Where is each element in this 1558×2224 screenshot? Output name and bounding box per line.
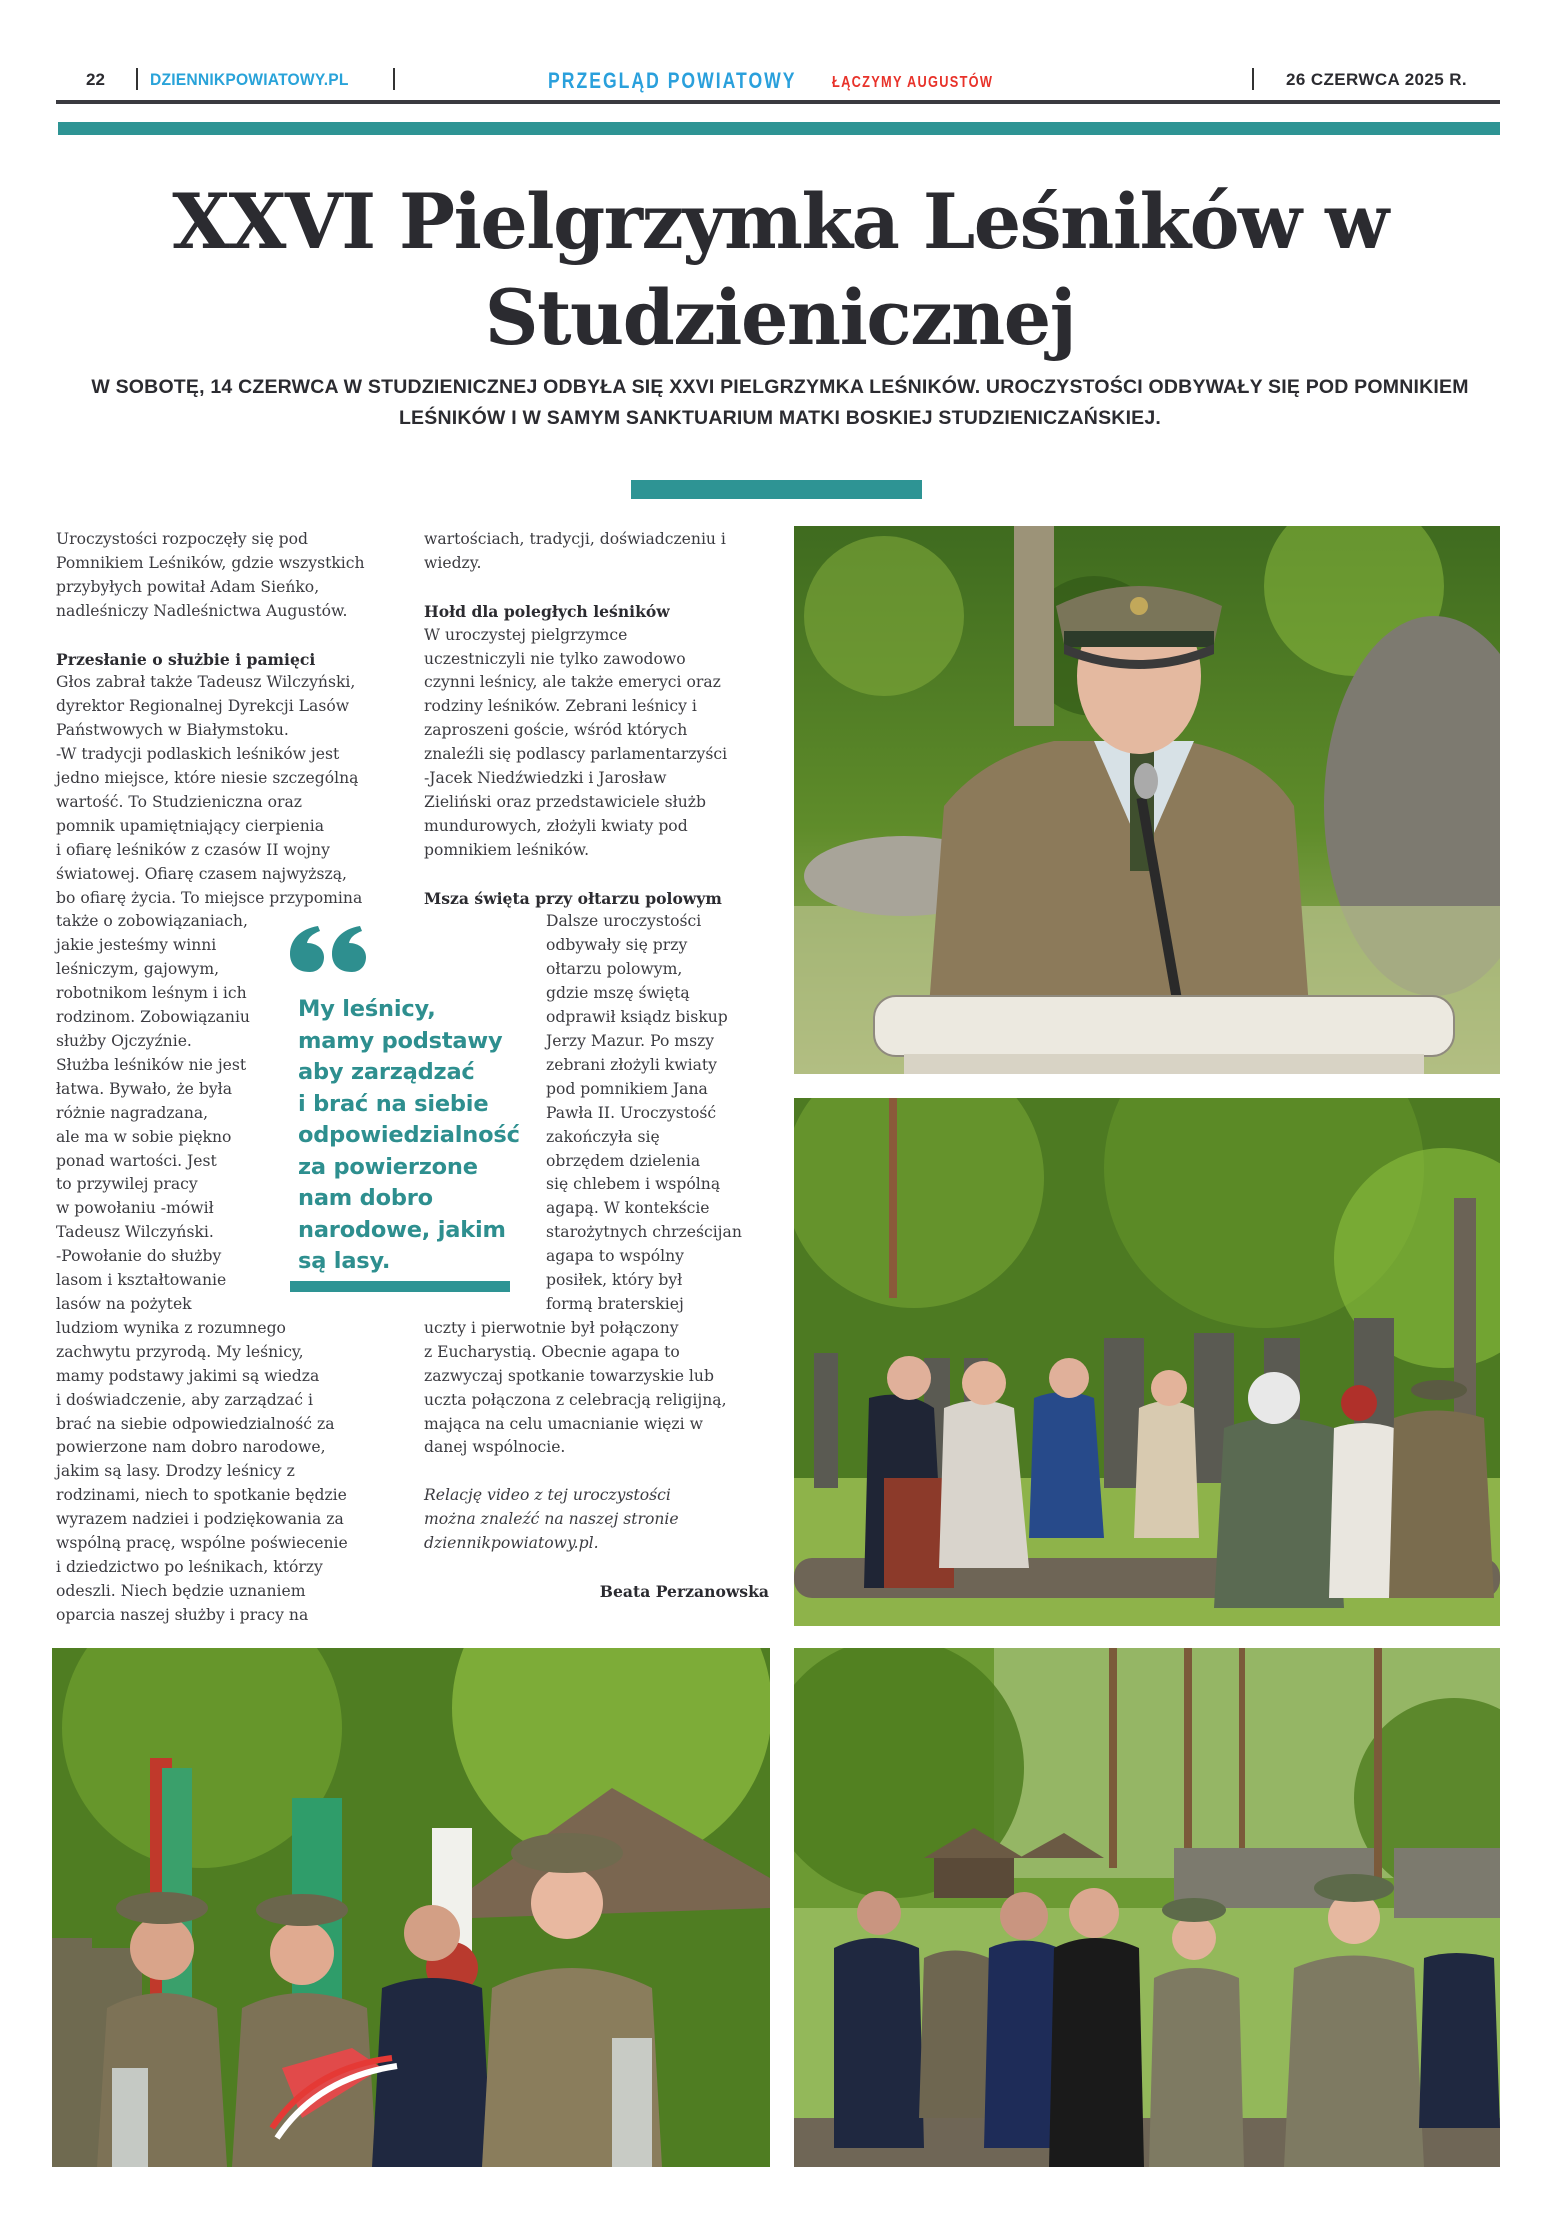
text-line: odbywały się przy <box>546 936 688 955</box>
text-line: to przywilej pracy <box>56 1175 198 1194</box>
lede-line-2: LEŚNIKÓW I W SAMYM SANKTUARIUM MATKI BOSKIEJ STUDZIENICZAŃSKIEJ. <box>398 407 1162 429</box>
pull-quote-line: i brać na siebie <box>298 1090 489 1117</box>
text-line: Dalsze uroczystości <box>546 912 702 931</box>
text-line: zachwytu przyrodą. My leśnicy, <box>56 1342 304 1361</box>
text-line: posiłek, który był <box>546 1271 683 1290</box>
text-line: w powołaniu -mówił <box>56 1199 214 1218</box>
text-line: jakim są lasy. Drodzy leśnicy z <box>56 1462 295 1481</box>
text-line: zaproszeni goście, wśród których <box>424 721 688 740</box>
text-line: wspólną pracę, wspólne poświecenie <box>56 1534 348 1553</box>
text-line: pomnikiem leśników. <box>424 840 590 859</box>
text-line: i doświadczenie, aby zarządzać i <box>56 1390 313 1409</box>
text-line: lasów na pożytek <box>56 1294 192 1313</box>
text-line: Pomnikiem Leśników, gdzie wszystkich <box>56 553 365 572</box>
text-line: zakończyła się <box>546 1127 660 1146</box>
text-line: formą braterskiej <box>546 1294 684 1313</box>
subheading: Przesłanie o służbie i pamięci <box>56 649 316 669</box>
text-line: i ofiarę leśników z czasów II wojny <box>56 840 330 859</box>
text-line: mamy podstawy jakimi są wiedza <box>56 1366 320 1385</box>
text-line: oparcia naszej służby i pracy na <box>56 1605 309 1624</box>
text-line: gdzie mszę świętą <box>546 984 690 1003</box>
text-line: Zieliński oraz przedstawiciele służb <box>424 792 706 811</box>
text-line: Głos zabrał także Tadeusz Wilczyński, <box>56 673 356 692</box>
pull-quote-line: są lasy. <box>298 1248 391 1274</box>
text-line: agapą. W kontekście <box>546 1199 710 1218</box>
text-line: służby Ojczyźnie. <box>56 1032 192 1051</box>
header-separator <box>1252 68 1254 90</box>
text-line: jedno miejsce, które niesie szczególną <box>56 769 359 788</box>
text-line: zazwyczaj spotkanie towarzyskie lub <box>424 1366 714 1385</box>
text-line: W uroczystej pielgrzymce <box>424 625 628 644</box>
text-line: ołtarzu polowym, <box>546 960 683 979</box>
text-line: przybyłych powitał Adam Sieńko, <box>56 577 320 596</box>
text-line: powierzone nam dobro narodowe, <box>56 1438 326 1457</box>
text-line: Państwowych w Białymstoku. <box>56 721 289 740</box>
text-line: nadleśniczy Nadleśnictwa Augustów. <box>56 601 348 620</box>
header-accent-band <box>58 122 1500 135</box>
text-line: robotnikom leśnym i ich <box>56 984 247 1003</box>
text-line: ludziom wynika z rozumnego <box>56 1318 286 1337</box>
text-line: wiedzy. <box>424 553 482 572</box>
text-line: -Jacek Niedźwiedzki i Jarosław <box>424 769 667 788</box>
text-line: ponad wartości. Jest <box>56 1151 217 1170</box>
text-line: wartość. To Studzieniczna oraz <box>56 792 302 811</box>
text-line: uczty i pierwotnie był połączony <box>424 1318 679 1337</box>
text-line: i dziedzictwo po leśnikach, którzy <box>56 1557 323 1576</box>
photo-speaker <box>794 526 1500 1074</box>
text-line: wyrazem nadziei i podziękowania za <box>56 1510 344 1529</box>
photo-mass <box>794 1648 1500 2167</box>
pull-quote-line: mamy podstawy <box>298 1027 503 1054</box>
text-line: pomnik upamiętniający cierpienia <box>56 816 325 835</box>
text-line: rodziny leśników. Zebrani leśnicy i <box>424 697 697 716</box>
pull-quote-line: za powierzone <box>298 1153 478 1180</box>
subheading: Hołd dla poległych leśników <box>424 601 670 621</box>
text-line: leśniczym, gajowym, <box>56 960 220 979</box>
text-line: Jerzy Mazur. Po mszy <box>546 1032 715 1050</box>
text-line: Tadeusz Wilczyński. <box>56 1223 214 1242</box>
text-line: -Powołanie do służby <box>56 1247 222 1266</box>
header-separator <box>136 68 138 90</box>
header-rule <box>56 100 1500 104</box>
text-line: mająca na celu umacnianie więzi w <box>424 1414 703 1433</box>
text-line: uczestniczyli nie tylko zawodowo <box>424 649 686 668</box>
text-line: -W tradycji podlaskich leśników jest <box>56 745 340 764</box>
text-line: Służba leśników nie jest <box>56 1055 247 1074</box>
text-line: ale ma w sobie piękno <box>56 1127 232 1146</box>
text-line: rodzinom. Zobowiązaniu <box>56 1008 250 1027</box>
video-note: Relację video z tej uroczystości <box>424 1486 671 1505</box>
text-line: Pawła II. Uroczystość <box>546 1103 717 1122</box>
text-line: światowej. Ofiarę czasem najwyższą, <box>56 864 347 883</box>
text-line: uczta połączona z celebracją religijną, <box>424 1390 727 1409</box>
pull-quote-line: nam dobro <box>298 1185 433 1211</box>
text-line: obrzędem dzielenia <box>546 1151 701 1170</box>
text-line: brać na siebie odpowiedzialność za <box>56 1414 335 1433</box>
text-line: bo ofiarę życia. To miejsce przypomina <box>56 888 363 907</box>
text-line: Uroczystości rozpoczęły się pod <box>56 530 309 548</box>
text-line: zebrani złożyli kwiaty <box>546 1055 717 1074</box>
issue-date: 26 CZERWCA 2025 R. <box>1286 70 1468 89</box>
lede-line-1: W SOBOTĘ, 14 CZERWCA W STUDZIENICZNEJ ODBYŁA SIĘ XXVI PIELGRZYMKA LEŚNIKÓW. UROCZYSTOŚCI ODBYWAŁY SIĘ POD POMNIKIEM <box>91 376 1469 398</box>
text-line: czynni leśnicy, ale także emeryci oraz <box>424 673 721 692</box>
text-line: pod pomnikiem Jana <box>546 1079 708 1098</box>
text-line: rodzinami, niech to spotkanie będzie <box>56 1486 347 1505</box>
text-line: jakie jesteśmy winni <box>56 936 217 955</box>
photo-audience <box>794 1098 1500 1626</box>
publication-slogan: ŁĄCZYMY AUGUSTÓW <box>832 74 994 91</box>
subheading: Msza święta przy ołtarzu polowym <box>424 888 722 908</box>
pull-quote-text <box>290 994 540 1278</box>
text-line: znaleźli się podlascy parlamentarzyści <box>424 745 728 764</box>
publication-title: PRZEGLĄD POWIATOWY <box>548 68 797 93</box>
title-line-2: Studzienicznej <box>484 273 1076 362</box>
text-line: różnie nagradzana, <box>56 1103 209 1122</box>
quote-open-icon <box>290 926 368 972</box>
pull-quote-line: odpowiedzialność <box>298 1122 520 1148</box>
site-link[interactable]: DZIENNIKPOWIATOWY.PL <box>150 70 349 89</box>
pull-quote-bar <box>290 1281 510 1292</box>
title-line-1: XXVI Pielgrzymka Leśników w <box>172 177 1388 266</box>
pull-quote-line: narodowe, jakim <box>298 1216 506 1243</box>
text-line: wartościach, tradycji, doświadczeniu i <box>424 530 726 548</box>
page-header <box>56 66 1500 96</box>
text-line: się chlebem i wspólną <box>546 1175 721 1194</box>
pull-quote <box>290 926 540 1278</box>
section-divider <box>631 480 922 499</box>
text-line: z Eucharystią. Obecnie agapa to <box>424 1342 680 1361</box>
text-line: łatwa. Bywało, że była <box>56 1079 232 1098</box>
article-title <box>74 174 1485 366</box>
text-line: starożytnych chrześcijan <box>546 1223 742 1242</box>
photo-procession <box>52 1648 770 2167</box>
text-line: odeszli. Niech będzie uznaniem <box>56 1581 306 1600</box>
text-line: mundurowych, złożyli kwiaty pod <box>424 816 688 835</box>
text-line: odprawił ksiądz biskup <box>546 1008 728 1027</box>
author-byline: Beata Perzanowska <box>599 1581 769 1601</box>
header-separator <box>393 68 395 90</box>
text-line: lasom i kształtowanie <box>56 1271 227 1290</box>
video-note: można znaleźć na naszej stronie <box>424 1510 679 1529</box>
text-line: agapa to wspólny <box>546 1247 684 1266</box>
article-lede <box>70 372 1490 434</box>
text-line: danej wspólnocie. <box>424 1438 566 1457</box>
pull-quote-line: aby zarządzać <box>298 1059 475 1085</box>
pull-quote-line: My leśnicy, <box>298 996 436 1022</box>
video-note-link[interactable]: dziennikpowiatowy.pl. <box>424 1534 599 1553</box>
text-line: dyrektor Regionalnej Dyrekcji Lasów <box>56 697 350 716</box>
page-number: 22 <box>86 70 105 89</box>
text-line: także o zobowiązaniach, <box>56 912 248 931</box>
